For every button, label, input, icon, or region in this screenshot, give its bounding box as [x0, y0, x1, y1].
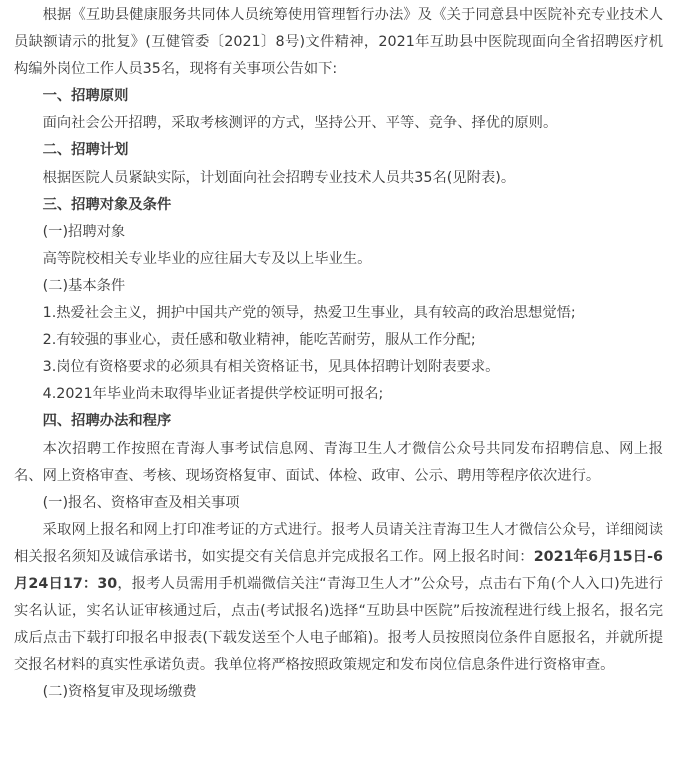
condition-item-2: 2.有较强的事业心，责任感和敬业精神，能吃苦耐劳，服从工作分配; — [42, 332, 476, 349]
registration-paragraph — [14, 517, 663, 680]
principles-paragraph: 面向社会公开招聘，采取考核测评的方式，坚持公开、平等、竞争、择优的原则。 — [42, 115, 558, 132]
section-heading-plan: 二、招聘计划 — [42, 142, 129, 159]
section-heading-principles: 一、招聘原则 — [42, 88, 129, 105]
registration-intro: 采取网上报名和网上打印准考证的方式进行。报考人员请关注青海卫生人才微信公众号，详细阅读相关报名须知及诚信承诺书，如实提交有关信息并完成报名工作。网上报名时间： — [14, 521, 663, 565]
subheading-basic-conditions: (二)基本条件 — [42, 277, 126, 294]
condition-item-1: 1.热爱社会主义，拥护中国共产党的领导，热爱卫生事业，具有较高的政治思想觉悟; — [42, 305, 576, 322]
registration-time: 2021年6月15日-6月24日17：30 — [14, 548, 663, 592]
registration-details: ，报考人员需用手机端微信关注“青海卫生人才”公众号，点击右下角(个人入口)先进行实名认证，实名认证审核通过后，点击(考试报名)选择“互助县中医院”后按流程进行线上报名，报名完成后点击下载打印报名申报表(下载发送至个人电子邮箱)。报考人员按照岗位条件自愿报名，并就所提交报名材料的真实性承诺负责。我单位将严格按照政策规定和发布岗位信息条件进行资格审查。 — [14, 575, 663, 674]
subheading-registration: (一)报名、资格审查及相关事项 — [42, 494, 240, 511]
section-heading-procedure: 四、招聘办法和程序 — [42, 413, 172, 430]
subheading-review-payment: (二)资格复审及现场缴费 — [42, 684, 197, 701]
condition-item-3: 3.岗位有资格要求的必须具有相关资格证书，见具体招聘计划附表要求。 — [42, 359, 500, 376]
intro-paragraph: 根据《互助县健康服务共同体人员统筹使用管理暂行办法》及《关于同意县中医院补充专业技术人员缺额请示的批复》(互健管委〔2021〕8号)文件精神，2021年互助县中医院现面向全省招聘医疗机构编外岗位工作人员35名，现将有关事项公告如下: — [14, 7, 663, 78]
subheading-target: (一)招聘对象 — [42, 223, 126, 240]
plan-paragraph: 根据医院人员紧缺实际，计划面向社会招聘专业技术人员共35名(见附表)。 — [42, 169, 516, 186]
condition-item-4: 4.2021年毕业尚未取得毕业证者提供学校证明可报名; — [42, 386, 384, 403]
section-heading-conditions: 三、招聘对象及条件 — [42, 196, 172, 213]
target-paragraph: 高等院校相关专业毕业的应往届大专及以上毕业生。 — [42, 250, 372, 267]
procedure-paragraph: 本次招聘工作按照在青海人事考试信息网、青海卫生人才微信公众号共同发布招聘信息、网上报名、网上资格审查、考核、现场资格复审、面试、体检、政审、公示、聘用等程序依次进行。 — [14, 440, 663, 484]
